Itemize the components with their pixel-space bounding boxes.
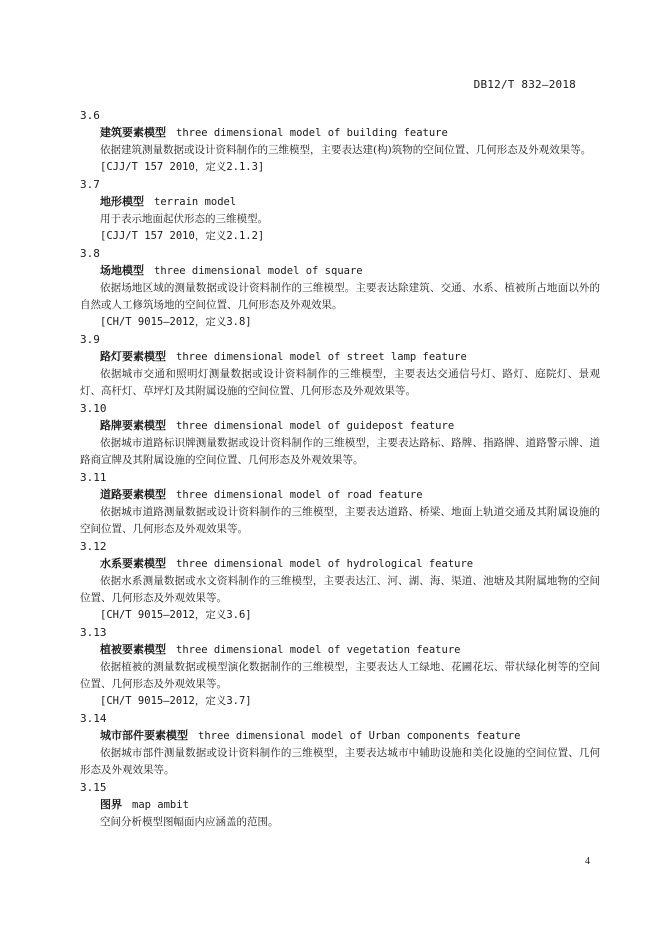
term-number: 3.14 bbox=[80, 712, 107, 725]
term-title bbox=[80, 641, 620, 659]
term-definition: 依据植被的测量数据或模型演化数据制作的三维模型，主要表达人工绿地、花圃花坛、带状绿化树等的空间位置、几何形态及外观效果等。 bbox=[80, 661, 600, 690]
term-entry bbox=[80, 624, 620, 710]
term-definition: 依据水系测量数据或水文资料制作的三维模型，主要表达江、河、湖、海、渠道、池塘及其附属地物的空间位置、几何形态及外观效果等。 bbox=[80, 575, 600, 604]
term-definition: 依据场地区域的测量数据或设计资料制作的三维模型。主要表达除建筑、交通、水系、植被所占地面以外的自然或人工修筑场地的空间位置、几何形态及外观效果。 bbox=[80, 282, 600, 311]
term-english: terrain model bbox=[154, 196, 237, 208]
term-entry bbox=[80, 400, 620, 469]
term-chinese: 道路要素模型 bbox=[100, 488, 166, 501]
term-number: 3.6 bbox=[80, 109, 100, 122]
term-entry bbox=[80, 245, 620, 331]
term-number: 3.8 bbox=[80, 247, 100, 260]
term-title bbox=[80, 417, 620, 435]
term-chinese: 城市部件要素模型 bbox=[100, 729, 188, 742]
document-code: DB12/T 832—2018 bbox=[473, 78, 576, 91]
term-number: 3.10 bbox=[80, 402, 107, 415]
term-entry bbox=[80, 710, 620, 779]
term-chinese: 场地模型 bbox=[100, 264, 144, 277]
term-chinese: 水系要素模型 bbox=[100, 557, 166, 570]
term-title bbox=[80, 486, 620, 504]
term-english: three dimensional model of vegetation feature bbox=[176, 644, 461, 656]
term-title bbox=[80, 124, 620, 142]
term-definition: 依据城市交通和照明灯测量数据或设计资料制作的三维模型，主要表达交通信号灯、路灯、庭院灯、景观灯、高杆灯、草坪灯及其附属设施的空间位置、几何形态及外观效果等。 bbox=[80, 368, 600, 397]
term-english: three dimensional model of square bbox=[154, 265, 363, 277]
term-title bbox=[80, 193, 620, 211]
term-english: three dimensional model of road feature bbox=[176, 489, 423, 501]
term-entry bbox=[80, 779, 620, 831]
term-number: 3.13 bbox=[80, 626, 107, 639]
term-source: [CJJ/T 157 2010，定义2.1.2] bbox=[100, 230, 265, 242]
term-chinese: 图界 bbox=[100, 798, 122, 811]
term-source: [CH/T 9015—2012，定义3.6] bbox=[100, 609, 252, 621]
term-english: three dimensional model of building feature bbox=[176, 127, 448, 139]
term-definition: 依据城市部件测量数据或设计资料制作的三维模型，主要表达城市中辅助设施和美化设施的空间位置、几何形态及外观效果等。 bbox=[80, 747, 600, 776]
term-source: [CH/T 9015—2012，定义3.7] bbox=[100, 695, 252, 707]
term-chinese: 路灯要素模型 bbox=[100, 350, 166, 363]
term-entry bbox=[80, 469, 620, 538]
term-title bbox=[80, 796, 620, 814]
term-number: 3.15 bbox=[80, 781, 107, 794]
term-source: [CJJ/T 157 2010，定义2.1.3] bbox=[100, 161, 265, 173]
page-number: 4 bbox=[585, 856, 590, 867]
term-english: map ambit bbox=[132, 799, 189, 811]
term-chinese: 植被要素模型 bbox=[100, 643, 166, 656]
term-entry bbox=[80, 331, 620, 400]
term-chinese: 地形模型 bbox=[100, 195, 144, 208]
term-chinese: 建筑要素模型 bbox=[100, 126, 166, 139]
term-definition: 依据城市道路测量数据或设计资料制作的三维模型，主要表达道路、桥梁、地面上轨道交通及其附属设施的空间位置、几何形态及外观效果等。 bbox=[80, 506, 600, 535]
term-entry bbox=[80, 538, 620, 624]
term-english: three dimensional model of Urban components feature bbox=[198, 730, 521, 742]
term-english: three dimensional model of hydrological feature bbox=[176, 558, 474, 570]
term-title bbox=[80, 262, 620, 280]
term-english: three dimensional model of guidepost feature bbox=[176, 420, 455, 432]
term-number: 3.9 bbox=[80, 333, 100, 346]
term-entry bbox=[80, 176, 620, 245]
terms-list bbox=[80, 107, 620, 831]
term-definition: 依据城市道路标识牌测量数据或设计资料制作的三维模型，主要表达路标、路牌、指路牌、道路警示牌、道路商宣牌及其附属设施的空间位置、几何形态及外观效果等。 bbox=[80, 437, 600, 466]
term-number: 3.12 bbox=[80, 540, 107, 553]
term-source: [CH/T 9015—2012，定义3.8] bbox=[100, 316, 252, 328]
term-definition: 依据建筑测量数据或设计资料制作的三维模型，主要表达建(构)筑物的空间位置、几何形态及外观效果等。 bbox=[100, 144, 592, 156]
term-chinese: 路牌要素模型 bbox=[100, 419, 166, 432]
term-title bbox=[80, 555, 620, 573]
term-definition: 用于表示地面起伏形态的三维模型。 bbox=[100, 213, 268, 225]
term-entry bbox=[80, 107, 620, 176]
term-number: 3.7 bbox=[80, 178, 100, 191]
term-definition: 空间分析模型图幅面内应涵盖的范围。 bbox=[100, 816, 279, 828]
term-number: 3.11 bbox=[80, 471, 107, 484]
term-title bbox=[80, 348, 620, 366]
term-english: three dimensional model of street lamp feature bbox=[176, 351, 467, 363]
term-title bbox=[80, 727, 620, 745]
